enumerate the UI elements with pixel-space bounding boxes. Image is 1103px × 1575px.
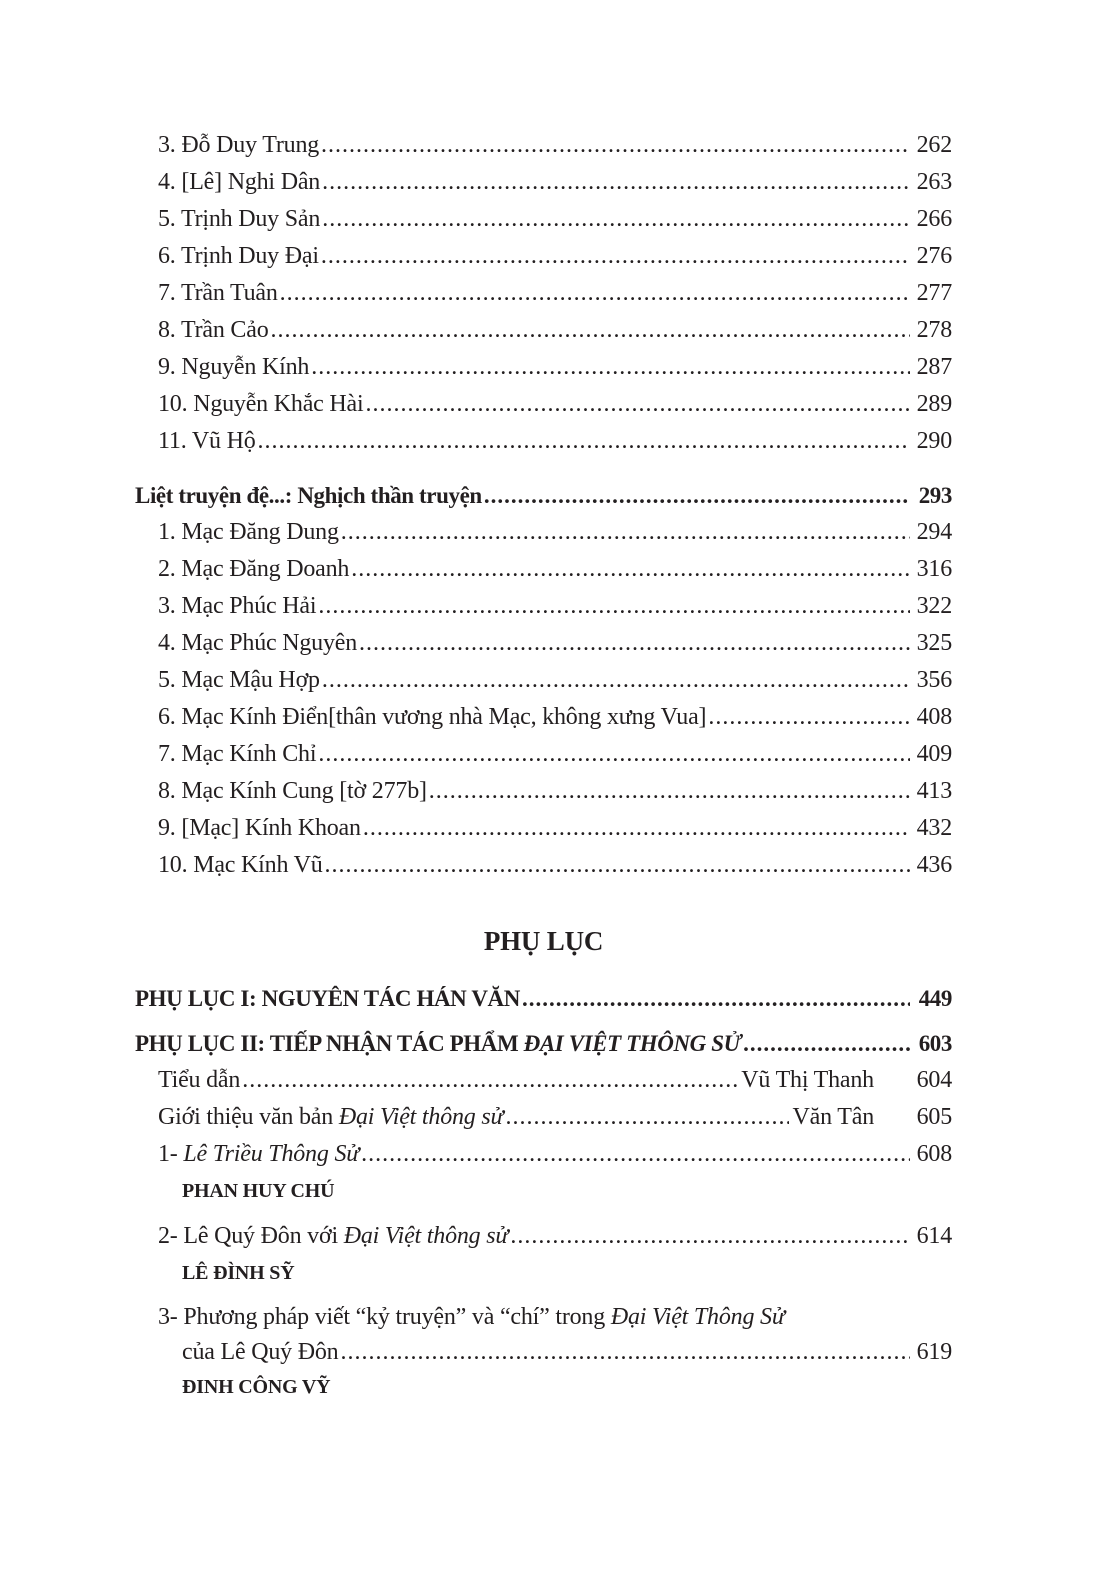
entry-label bbox=[158, 1299, 785, 1336]
entry-label: Liệt truyện đệ...: Nghịch thần truyện bbox=[135, 483, 482, 508]
entry-label: 11. Vũ Hộ bbox=[158, 428, 256, 454]
dot-leader bbox=[321, 127, 910, 164]
toc-entry[interactable] bbox=[135, 773, 952, 810]
toc-entry[interactable] bbox=[135, 514, 952, 551]
page-number: 289 bbox=[916, 391, 952, 417]
toc-entry[interactable] bbox=[135, 275, 952, 312]
toc-entry[interactable] bbox=[135, 588, 952, 625]
entry-label: 9. [Mạc] Kính Khoan bbox=[158, 815, 361, 841]
entry-label bbox=[135, 1025, 741, 1062]
page-number: 608 bbox=[916, 1141, 952, 1167]
dot-leader bbox=[242, 1062, 737, 1099]
dot-leader bbox=[743, 1025, 910, 1062]
toc-section[interactable] bbox=[135, 477, 952, 514]
entry-label: ĐINH CÔNG VỸ bbox=[182, 1376, 331, 1398]
toc-entry[interactable] bbox=[135, 201, 952, 238]
page-number: 436 bbox=[916, 852, 952, 878]
toc-entry[interactable] bbox=[135, 164, 952, 201]
italic-title: Lê Triều Thông Sử bbox=[183, 1141, 360, 1167]
toc-entry bbox=[135, 1299, 952, 1336]
page-number: 263 bbox=[916, 169, 952, 195]
toc-entry[interactable] bbox=[135, 699, 952, 736]
toc-entry[interactable] bbox=[135, 1062, 952, 1099]
page-number: 408 bbox=[916, 704, 952, 730]
label-part: PHỤ LỤC II: TIẾP NHẬN TÁC PHẨM bbox=[135, 1031, 524, 1056]
entry-label: 10. Mạc Kính Vũ bbox=[158, 852, 323, 878]
entry-label: PHỤ LỤC bbox=[483, 926, 604, 956]
dot-leader bbox=[351, 551, 910, 588]
italic-title: Đại Việt Thông Sử bbox=[610, 1304, 785, 1330]
page-number: 290 bbox=[916, 428, 952, 454]
dot-leader bbox=[322, 164, 910, 201]
toc-entry[interactable] bbox=[135, 312, 952, 349]
page-number: 262 bbox=[916, 132, 952, 158]
entry-label: 4. [Lê] Nghi Dân bbox=[158, 169, 321, 195]
page-number: 409 bbox=[916, 741, 952, 767]
toc-entry[interactable] bbox=[135, 625, 952, 662]
entry-label: 3. Đỗ Duy Trung bbox=[158, 132, 320, 158]
entry-label: 7. Mạc Kính Chỉ bbox=[158, 741, 317, 767]
entry-label: 1. Mạc Đăng Dung bbox=[158, 519, 339, 545]
table-of-contents bbox=[135, 127, 952, 1406]
dot-leader bbox=[340, 1336, 910, 1369]
dot-leader bbox=[271, 312, 911, 349]
dot-leader bbox=[325, 847, 910, 884]
entry-label: 10. Nguyễn Khắc Hài bbox=[158, 391, 364, 417]
dot-leader bbox=[359, 625, 910, 662]
dot-leader bbox=[484, 477, 910, 514]
entry-author: Vũ Thị Thanh bbox=[741, 1067, 874, 1093]
page-number: 413 bbox=[916, 778, 952, 804]
dot-leader bbox=[341, 514, 910, 551]
entry-author bbox=[135, 1255, 952, 1292]
entry-author bbox=[135, 1173, 952, 1210]
toc-entry[interactable] bbox=[135, 810, 952, 847]
toc-entry[interactable] bbox=[135, 1218, 952, 1255]
dot-leader bbox=[311, 349, 910, 386]
page-number: 294 bbox=[916, 519, 952, 545]
dot-leader bbox=[322, 201, 910, 238]
appendix-heading bbox=[135, 923, 952, 960]
toc-section[interactable] bbox=[135, 1025, 952, 1062]
toc-entry[interactable] bbox=[135, 386, 952, 423]
entry-label: 9. Nguyễn Kính bbox=[158, 354, 310, 380]
page-number: 278 bbox=[916, 317, 952, 343]
toc-entry[interactable] bbox=[135, 349, 952, 386]
italic-title: Đại Việt thông sử bbox=[343, 1223, 509, 1249]
page-number: 432 bbox=[916, 815, 952, 841]
toc-entry[interactable] bbox=[135, 238, 952, 275]
toc-entry[interactable] bbox=[135, 847, 952, 884]
entry-label: Tiểu dẫn bbox=[158, 1067, 241, 1093]
dot-leader bbox=[429, 773, 910, 810]
toc-entry[interactable] bbox=[135, 1136, 952, 1173]
entry-label: của Lê Quý Đôn bbox=[182, 1339, 339, 1365]
italic-title: ĐẠI VIỆT THÔNG SỬ bbox=[523, 1031, 742, 1056]
page-number: 356 bbox=[916, 667, 952, 693]
page-number: 604 bbox=[916, 1067, 952, 1093]
page-number: 287 bbox=[916, 354, 952, 380]
italic-title: Đại Việt thông sử bbox=[338, 1104, 504, 1130]
label-part: Giới thiệu văn bản bbox=[158, 1104, 339, 1130]
page-number: 266 bbox=[916, 206, 952, 232]
dot-leader bbox=[361, 1136, 910, 1173]
entry-label: 8. Trần Cảo bbox=[158, 317, 269, 343]
page-number: 449 bbox=[918, 986, 952, 1011]
toc-entry[interactable] bbox=[135, 551, 952, 588]
dot-leader bbox=[318, 736, 910, 773]
page-number: 614 bbox=[916, 1223, 952, 1249]
toc-entry[interactable] bbox=[135, 662, 952, 699]
dot-leader bbox=[365, 386, 910, 423]
dot-leader bbox=[258, 423, 910, 460]
page-number: 605 bbox=[916, 1104, 952, 1130]
toc-section[interactable] bbox=[135, 980, 952, 1017]
entry-label: PHAN HUY CHÚ bbox=[182, 1180, 335, 1202]
entry-label bbox=[158, 1218, 508, 1255]
dot-leader bbox=[510, 1218, 910, 1255]
dot-leader bbox=[505, 1099, 788, 1136]
toc-entry[interactable] bbox=[135, 736, 952, 773]
page-number: 325 bbox=[916, 630, 952, 656]
page-number: 277 bbox=[916, 280, 952, 306]
entry-label: 5. Mạc Mậu Hợp bbox=[158, 667, 320, 693]
entry-label: 4. Mạc Phúc Nguyên bbox=[158, 630, 358, 656]
dot-leader bbox=[280, 275, 910, 312]
page-number: 276 bbox=[916, 243, 952, 269]
entry-label: 8. Mạc Kính Cung [tờ 277b] bbox=[158, 778, 427, 804]
toc-entry[interactable] bbox=[135, 1336, 952, 1369]
dot-leader bbox=[321, 238, 910, 275]
toc-entry[interactable] bbox=[135, 1099, 952, 1136]
entry-label: 6. Trịnh Duy Đại bbox=[158, 243, 319, 269]
entry-label: 6. Mạc Kính Điển[thân vương nhà Mạc, không xưng Vua] bbox=[158, 704, 707, 730]
entry-label: 3. Mạc Phúc Hải bbox=[158, 593, 317, 619]
toc-entry[interactable] bbox=[135, 127, 952, 164]
toc-entry[interactable] bbox=[135, 423, 952, 460]
page-number: 322 bbox=[916, 593, 952, 619]
entry-label: 7. Trần Tuân bbox=[158, 280, 278, 306]
page-number: 293 bbox=[918, 483, 952, 508]
page-number: 619 bbox=[916, 1339, 952, 1365]
dot-leader bbox=[322, 662, 910, 699]
page-number: 603 bbox=[918, 1031, 952, 1056]
entry-label: 5. Trịnh Duy Sản bbox=[158, 206, 321, 232]
entry-label bbox=[158, 1136, 359, 1173]
entry-author: Văn Tân bbox=[792, 1104, 874, 1130]
entry-label: PHỤ LỤC I: NGUYÊN TÁC HÁN VĂN bbox=[135, 986, 520, 1011]
dot-leader bbox=[522, 980, 910, 1017]
entry-label: 2. Mạc Đăng Doanh bbox=[158, 556, 350, 582]
entry-author bbox=[135, 1369, 952, 1406]
dot-leader bbox=[363, 810, 910, 847]
dot-leader bbox=[708, 699, 910, 736]
entry-label: LÊ ĐÌNH SỸ bbox=[182, 1262, 295, 1284]
dot-leader bbox=[318, 588, 910, 625]
label-part: 3- Phương pháp viết “kỷ truyện” và “chí” trong bbox=[158, 1304, 611, 1330]
page-number: 316 bbox=[916, 556, 952, 582]
entry-label bbox=[158, 1099, 503, 1136]
label-part: 1- bbox=[158, 1141, 184, 1167]
label-part: 2- Lê Quý Đôn với bbox=[158, 1223, 344, 1249]
